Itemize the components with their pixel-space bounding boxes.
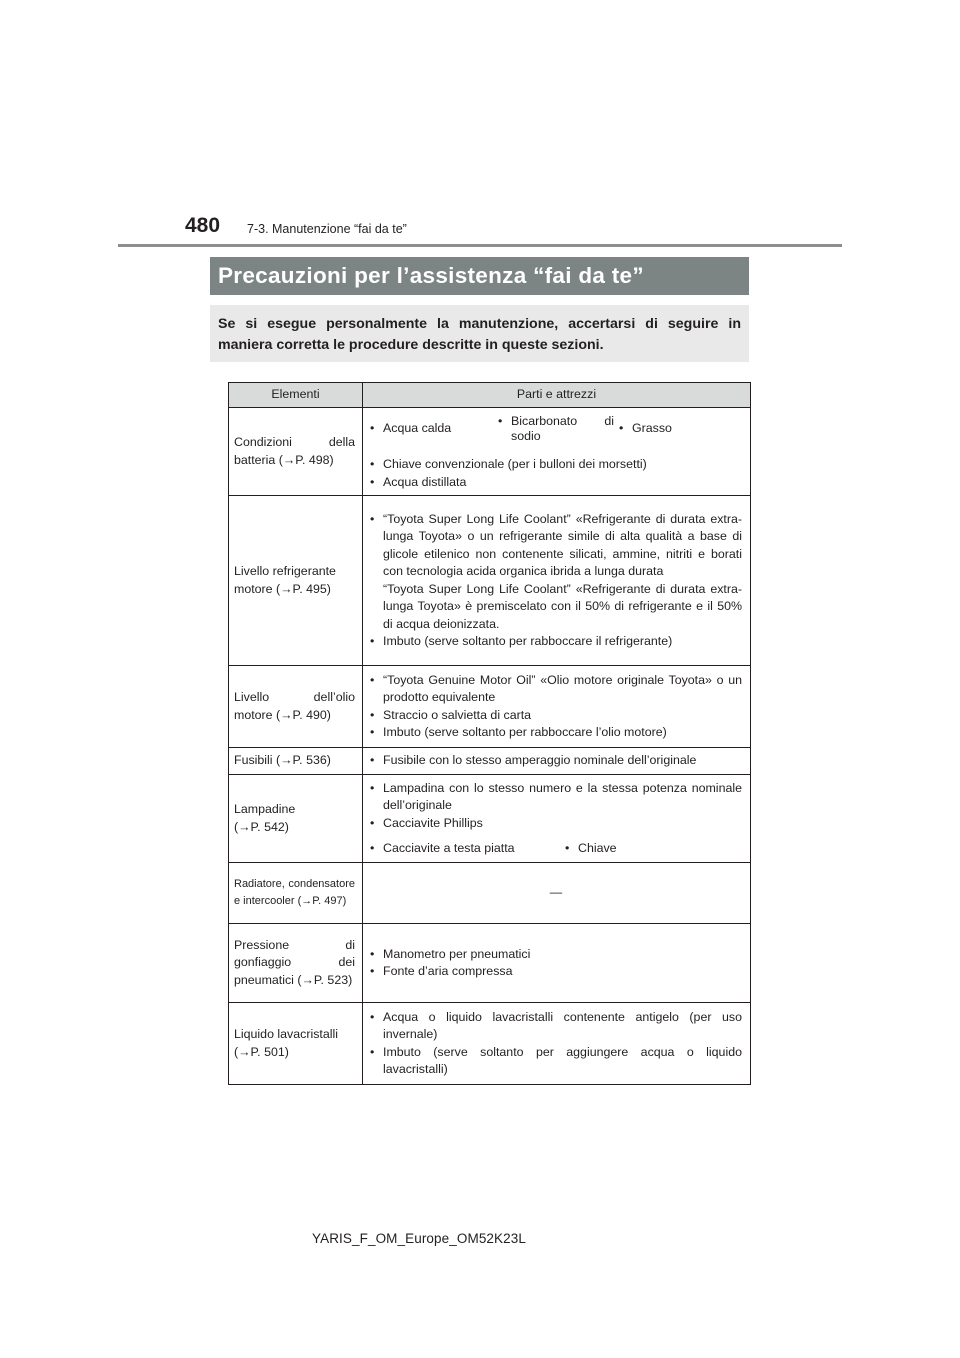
parts-cell: [363, 863, 751, 924]
footer-doc-id: YARIS_F_OM_Europe_OM52K23L: [312, 1231, 526, 1246]
item-cell: [229, 666, 363, 748]
item-cell: [229, 924, 363, 1003]
list-item: • Imbuto (serve soltanto per rabboccare il refrigerante): [370, 633, 742, 651]
table-row: [229, 775, 751, 863]
parts-list: [370, 456, 742, 491]
list-item: • Acqua o liquido lavacristalli contenente antigelo (per uso invernale): [370, 1009, 742, 1044]
parts-cell: [363, 666, 751, 748]
list-item: • Fonte d’aria compressa: [370, 963, 742, 981]
list-item: • “Toyota Genuine Motor Oil” «Olio motore originale Toyota» o un prodotto equivalente: [370, 672, 742, 707]
parts-list: [370, 511, 742, 651]
table-row: [229, 748, 751, 775]
item-cell: [229, 863, 363, 924]
parts-cell: [363, 408, 751, 496]
list-item: • Fusibile con lo stesso amperaggio nominale dell’originale: [370, 752, 742, 770]
item-text-line1: Lampadine: [234, 802, 296, 816]
parts-list: [370, 1009, 742, 1079]
table-row: [229, 1003, 751, 1085]
list-item: • “Toyota Super Long Life Coolant” «Refrigerante di durata extra-lunga Toyota» o un refrigerante simile di alta qualità a base di glicole etilenico non contenente silicati, ammine, nitriti e borati con tecnologia acida organica ibrida a lunga durata “Toyota Super Long Life Coolant” «Refrigerante di durata extra-lunga Toyota» è premiscelato con il 50% di refrigerante e il 50% di acqua deionizzata.: [370, 511, 742, 634]
item-text: Radiatore, condensatore e intercooler (→P. 497): [234, 878, 355, 907]
empty-dash: —: [549, 885, 563, 900]
parts-cell: [363, 1003, 751, 1085]
item-cell: [229, 1003, 363, 1085]
parts-list: [370, 946, 742, 981]
page-number: 480: [185, 214, 221, 237]
parts-list: [370, 672, 742, 742]
list-item: • Chiave: [565, 840, 617, 858]
section-label: 7-3. Manutenzione “fai da te”: [247, 222, 407, 236]
item-text: Livello dell’olio motore (→P. 490): [234, 690, 355, 722]
list-item: • Chiave convenzionale (per i bulloni dei morsetti): [370, 456, 742, 474]
list-item: • Straccio o salvietta di carta: [370, 707, 742, 725]
list-item: • Acqua distillata: [370, 474, 742, 492]
list-item: • Cacciavite Phillips: [370, 815, 742, 833]
header-parts: Parti e attrezzi: [363, 383, 751, 408]
parts-cell: [363, 775, 751, 863]
header-items: Elementi: [229, 383, 363, 408]
intro-text: Se si esegue personalmente la manutenzione, accertarsi di seguire in maniera corretta le procedure descritte in queste sezioni.: [218, 316, 741, 353]
list-item: • Imbuto (serve soltanto per rabboccare l’olio motore): [370, 724, 742, 742]
table-row: [229, 863, 751, 924]
parts-cell: [363, 924, 751, 1003]
item-cell: [229, 408, 363, 496]
inline-bullets: [370, 840, 742, 858]
table-row: [229, 408, 751, 496]
list-item: • Acqua calda: [370, 420, 493, 438]
item-text: Condizioni della batteria (→P. 498): [234, 435, 355, 467]
inline-bullets: [370, 414, 742, 444]
intro-box: [210, 305, 749, 362]
list-item: • Lampadina con lo stesso numero e la stessa potenza nominale dell’originale: [370, 780, 742, 815]
item-text: Livello refrigerante motore (→P. 495): [234, 564, 336, 596]
item-text: Liquido lavacristalli (→P. 501): [234, 1027, 338, 1059]
header-rule: [118, 244, 842, 247]
list-item: • Manometro per pneumatici: [370, 946, 742, 964]
item-cell: [229, 496, 363, 666]
parts-list: [370, 752, 742, 770]
item-cell: [229, 775, 363, 863]
item-text: Fusibili (→P. 536): [234, 753, 331, 768]
parts-cell: [363, 496, 751, 666]
title-bar: [210, 257, 749, 295]
table-row: [229, 924, 751, 1003]
list-item: • Cacciavite a testa piatta: [370, 840, 565, 858]
table-row: [229, 666, 751, 748]
table-header-row: [229, 383, 751, 408]
list-item: • Grasso: [619, 420, 742, 438]
parts-table: [228, 382, 751, 1085]
item-text: Pressione di gonfiaggio dei pneumatici (→P. 523): [234, 937, 355, 987]
list-item: • Imbuto (serve soltanto per aggiungere acqua o liquido lavacristalli): [370, 1044, 742, 1079]
parts-list: [370, 780, 742, 833]
item-text-line2: (→P. 542): [234, 819, 289, 834]
parts-cell: [363, 748, 751, 775]
page-title: Precauzioni per l’assistenza “fai da te”: [218, 263, 644, 288]
item-cell: [229, 748, 363, 775]
table-row: [229, 496, 751, 666]
list-item: • Bicarbonato di sodio: [498, 414, 614, 444]
